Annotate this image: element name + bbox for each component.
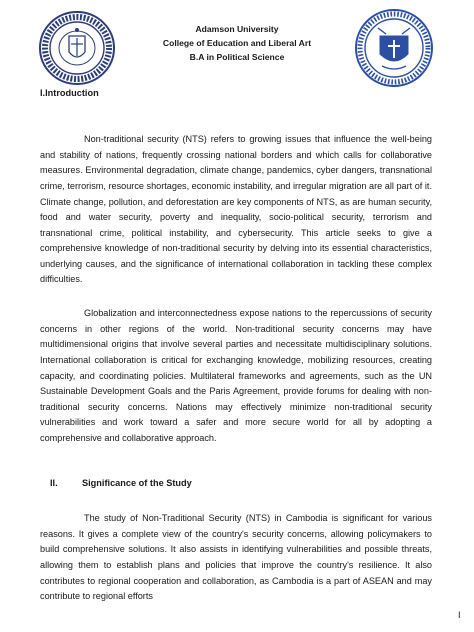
page-mark: I (458, 610, 461, 620)
adamson-university-seal (38, 10, 116, 86)
section-number: II. (50, 478, 58, 488)
program-name: B.A in Political Science (189, 52, 285, 62)
liberal-arts-seal (352, 8, 436, 88)
paragraph: Globalization and interconnectedness expose nations to the repercussions of security concerns in other regions of the world. Non-traditional security concerns may have multidimensional origins that involve several parties and necessitate multidisciplinary solutions. International collaboration is critical for exchanging knowledge, mobilizing resources, creating capacity, and coordinating policies. Multilateral frameworks and agreements, such as the UN Sustainable Development Goals and the Paris Agreement, provide forums for dealing with non-traditional security concerns. Nations may effectively minimize non-traditional security vulnerabilities and work toward a safer and more secure world for all by adopting a comprehensive and collaborative approach. (40, 308, 432, 443)
section-heading-significance: Significance of the Study (82, 478, 192, 488)
document-header (0, 0, 474, 90)
college-name: College of Education and Liberal Art (162, 38, 312, 48)
institution-heading (140, 22, 334, 64)
section-heading-introduction: I.Introduction (40, 88, 99, 98)
paragraph: Non-traditional security (NTS) refers to growing issues that influence the well-being and stability of nations, frequently crossing national borders and which calls for collaborative measures. Environmental degradation, climate change, pandemics, cyber dangers, transnational crime, terrorism, resource shortages, economic instability, and irregular migration are all part of it. Climate change, pollution, and deforestation are key components of NTS, as are human security, food and water security, poverty and inequality, socio-political security, terrorism and transnational crime, political instability, and cybersecurity. This article seeks to give a comprehensive knowledge of non-traditional security by delving into its essential characteristics, underlying causes, and the significance of international collaboration in tackling these complex difficulties. (40, 134, 432, 285)
paragraph: The study of Non-Traditional Security (NTS) in Cambodia is significant for various reasons. It gives a complete view of the country's security concerns, allowing policymakers to build comprehensive solutions. It also assists in identifying vulnerabilities and possible threats, allowing them to establish plans and policies that improve the country's resilience. It also contributes to regional cooperation and collaboration, as Cambodia is a part of ASEAN and may contribute to regional efforts (40, 513, 432, 602)
university-name: Adamson University (195, 24, 279, 34)
